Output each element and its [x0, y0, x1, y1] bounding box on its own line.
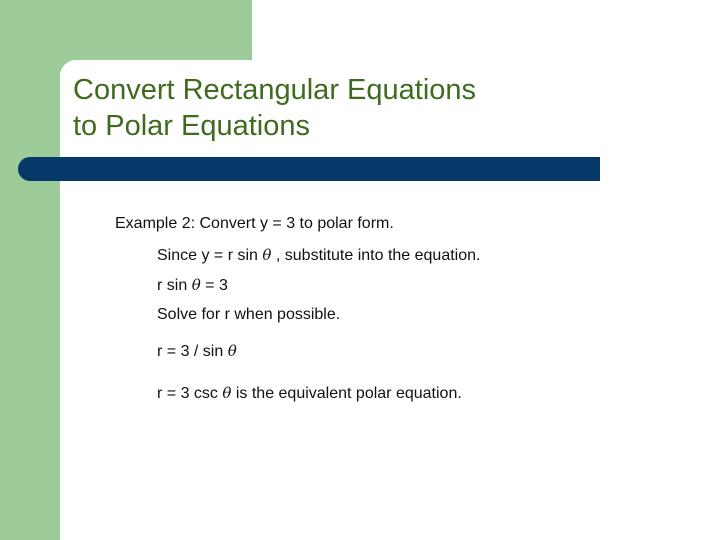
step-equation: [157, 276, 228, 295]
slide-title: [73, 72, 673, 144]
theta-symbol: θ: [262, 246, 272, 264]
step-r-equals-prefix: r = 3 / sin: [157, 343, 224, 360]
title-divider-bar: [18, 157, 600, 181]
title-line-2: to Polar Equations: [73, 110, 310, 142]
theta-symbol: θ: [222, 384, 232, 402]
title-line-1: Convert Rectangular Equations: [73, 74, 477, 106]
step-result-prefix: r = 3 csc: [157, 385, 218, 402]
theta-symbol: θ: [191, 276, 201, 294]
step-since-prefix: Since y = r sin: [157, 247, 258, 264]
step-solve: Solve for r when possible.: [157, 306, 341, 323]
theta-symbol: θ: [227, 342, 237, 360]
step-result-suffix: is the equivalent polar equation.: [235, 385, 462, 402]
step-since: [157, 246, 480, 265]
step-result: [157, 384, 462, 403]
step-r-equals: [157, 342, 237, 361]
decorative-green-sidebar: [0, 0, 60, 540]
step-equation-prefix: r sin: [157, 277, 188, 294]
example-heading: Example 2: Convert y = 3 to polar form.: [115, 215, 394, 232]
step-since-suffix: , substitute into the equation.: [275, 247, 481, 264]
step-equation-suffix: = 3: [205, 277, 228, 294]
